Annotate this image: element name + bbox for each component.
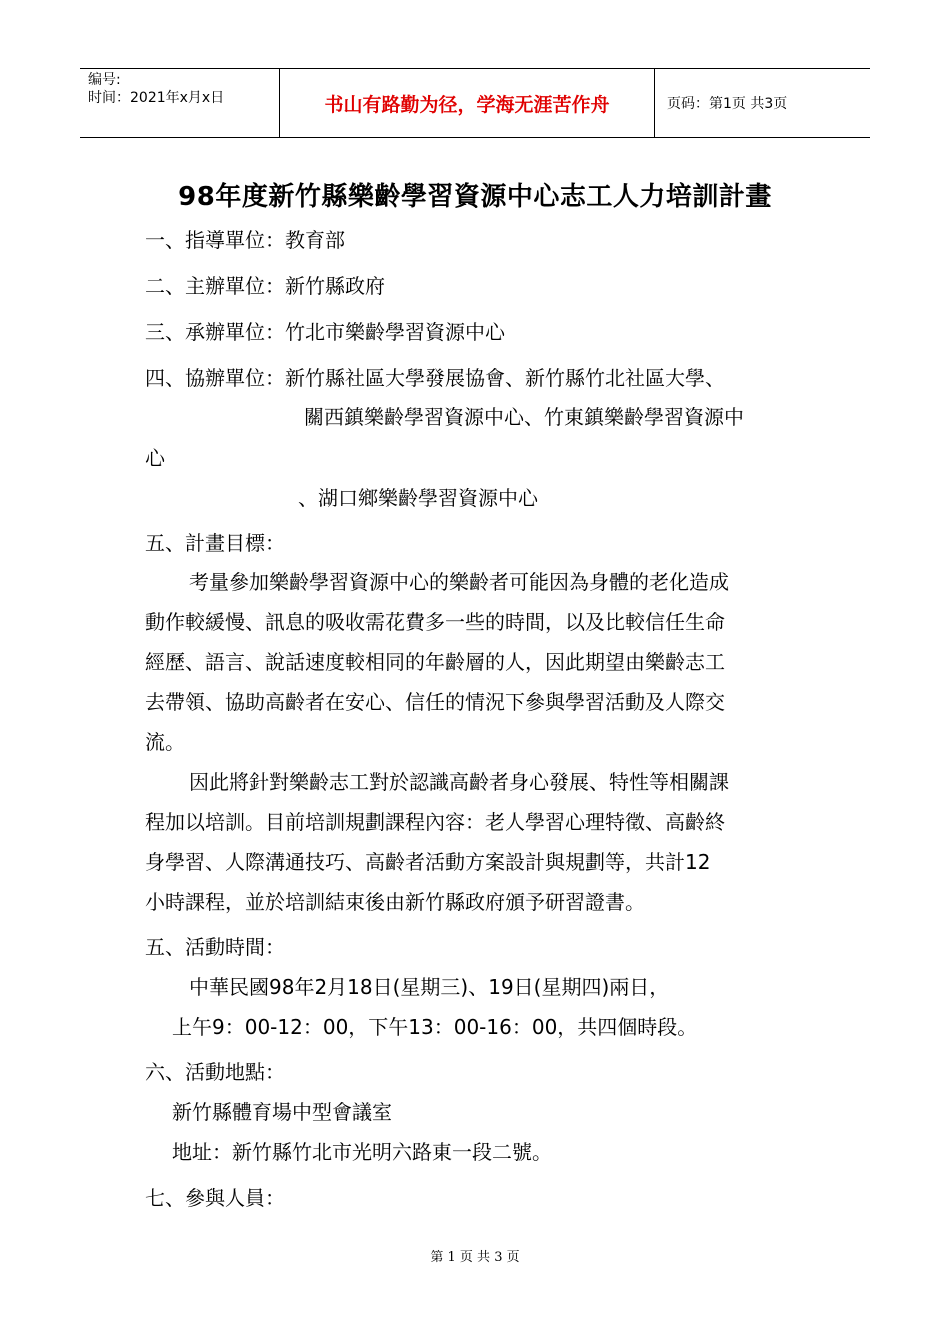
section-heading: 五、計畫目標： <box>145 531 285 555</box>
paragraph-line: 流。 <box>145 730 185 754</box>
paragraph-line: 去帶領、協助高齡者在安心、信任的情況下參與學習活動及人際交 <box>145 690 725 714</box>
paragraph-line: 經歷、語言、說話速度較相同的年齡層的人，因此期望由樂齡志工 <box>145 650 725 674</box>
serial-label: 编号: <box>88 72 121 88</box>
co-organizer-line: 關西鎮樂齡學習資源中心、竹東鎮樂齡學習資源中 <box>304 405 744 429</box>
co-organizer-line: 四、協辦單位：新竹縣社區大學發展協會、新竹縣竹北社區大學、 <box>145 366 725 390</box>
header-page-info: 页码：第1页 共3页 <box>667 96 788 112</box>
guiding-unit-line: 一、指導單位：教育部 <box>145 228 345 252</box>
schedule-line: 中華民國98年2月18日(星期三)、19日(星期四)兩日， <box>189 975 670 999</box>
venue-line: 新竹縣體育場中型會議室 <box>172 1100 392 1124</box>
document-title: 98年度新竹縣樂齡學習資源中心志工人力培訓計畫 <box>178 182 772 212</box>
organizer-unit-line: 三、承辦單位：竹北市樂齡學習資源中心 <box>145 320 505 344</box>
header-meta <box>80 69 280 137</box>
paragraph-line: 因此將針對樂齡志工對於認識高齡者身心發展、特性等相關課 <box>189 770 729 794</box>
paragraph-line: 動作較緩慢、訊息的吸收需花費多一些的時間，以及比較信任生命 <box>145 610 725 634</box>
paragraph-line: 考量參加樂齡學習資源中心的樂齡者可能因為身體的老化造成 <box>189 570 729 594</box>
address-line: 地址：新竹縣竹北市光明六路東一段二號。 <box>172 1140 552 1164</box>
page-footer: 第 1 页 共 3 页 <box>430 1250 520 1265</box>
paragraph-line: 程加以培訓。目前培訓規劃課程內容：老人學習心理特徵、高齡終 <box>145 810 725 834</box>
section-heading: 五、活動時間： <box>145 935 285 959</box>
section-heading: 六、活動地點： <box>145 1060 285 1084</box>
schedule-line: 上午9：00-12：00，下午13：00-16：00，共四個時段。 <box>172 1015 698 1039</box>
co-organizer-line: 心 <box>145 446 165 470</box>
document-header <box>80 68 870 138</box>
time-label: 时间：2021年x月x日 <box>88 90 225 106</box>
header-motto: 书山有路勤为径，学海无涯苦作舟 <box>280 69 655 137</box>
paragraph-line: 小時課程，並於培訓結束後由新竹縣政府頒予研習證書。 <box>145 890 645 914</box>
section-heading: 七、參與人員： <box>145 1186 285 1210</box>
host-unit-line: 二、主辦單位：新竹縣政府 <box>145 274 385 298</box>
paragraph-line: 身學習、人際溝通技巧、高齡者活動方案設計與規劃等，共計12 <box>145 850 711 874</box>
co-organizer-line: 、湖口鄉樂齡學習資源中心 <box>298 486 538 510</box>
